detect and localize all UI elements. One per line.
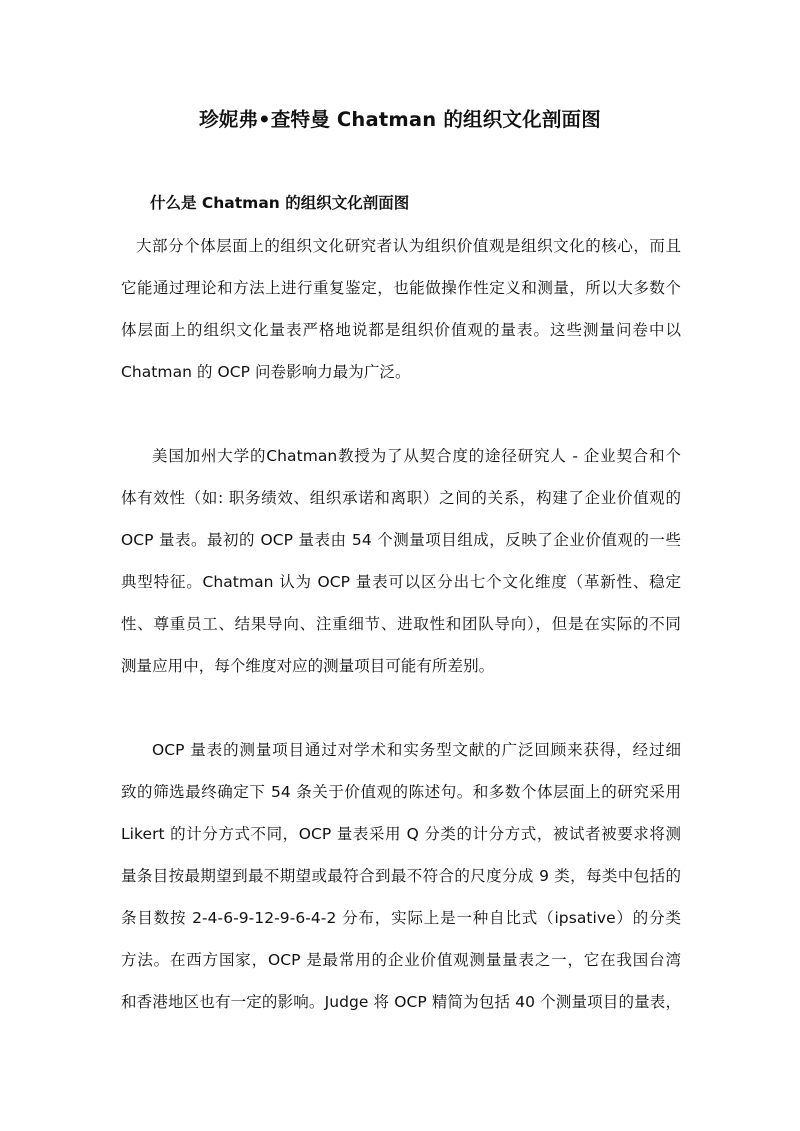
paragraph-line: OCP 量表。最初的 OCP 量表由 54 个测量项目组成，反映了企业价值观的一些 — [121, 531, 681, 549]
paragraph-2 — [121, 435, 681, 687]
document-title: 珍妮弗•查特曼 Chatman 的组织文化剖面图 — [199, 108, 601, 131]
paragraph-1 — [121, 225, 681, 393]
paragraph-3 — [121, 729, 681, 1023]
paragraph-line: 它能通过理论和方法上进行重复鉴定，也能做操作性定义和测量，所以大多数个 — [121, 279, 681, 297]
paragraph-line: Chatman 的 OCP 问卷影响力最为广泛。 — [121, 363, 411, 381]
paragraph-line: 体层面上的组织文化量表严格地说都是组织价值观的量表。这些测量问卷中以 — [121, 321, 681, 339]
paragraph-line: 典型特征。Chatman 认为 OCP 量表可以区分出七个文化维度（革新性、稳定 — [121, 573, 681, 591]
paragraph-line: 大部分个体层面上的组织文化研究者认为组织价值观是组织文化的核心，而且 — [136, 237, 681, 255]
paragraph-line: 体有效性（如: 职务绩效、组织承诺和离职）之间的关系，构建了企业价值观的 — [121, 489, 681, 507]
paragraph-line: 量条目按最期望到最不期望或最符合到最不符合的尺度分成 9 类，每类中包括的 — [121, 867, 681, 885]
paragraph-line: 性、尊重员工、结果导向、注重细节、进取性和团队导向），但是在实际的不同 — [121, 615, 681, 633]
paragraph-line: OCP 量表的测量项目通过对学术和实务型文献的广泛回顾来获得，经过细 — [152, 741, 681, 759]
paragraph-line: Likert 的计分方式不同，OCP 量表采用 Q 分类的计分方式，被试者被要求将测 — [121, 825, 681, 843]
paragraph-line: 美国加州大学的Chatman教授为了从契合度的途径研究人 - 企业契合和个 — [152, 447, 681, 465]
paragraph-line: 测量应用中，每个维度对应的测量项目可能有所差别。 — [121, 657, 495, 675]
paragraph-line: 和香港地区也有一定的影响。Judge 将 OCP 精简为包括 40 个测量项目的量表， — [121, 993, 681, 1011]
paragraph-line: 方法。在西方国家，OCP 是最常用的企业价值观测量量表之一，它在我国台湾 — [121, 951, 681, 969]
paragraph-line: 条目数按 2-4-6-9-12-9-6-4-2 分布，实际上是一种自比式（ipsative）的分类 — [121, 909, 681, 927]
paragraph-line: 致的筛选最终确定下 54 条关于价值观的陈述句。和多数个体层面上的研究采用 — [121, 783, 681, 801]
section-heading: 什么是 Chatman 的组织文化剖面图 — [150, 194, 410, 212]
